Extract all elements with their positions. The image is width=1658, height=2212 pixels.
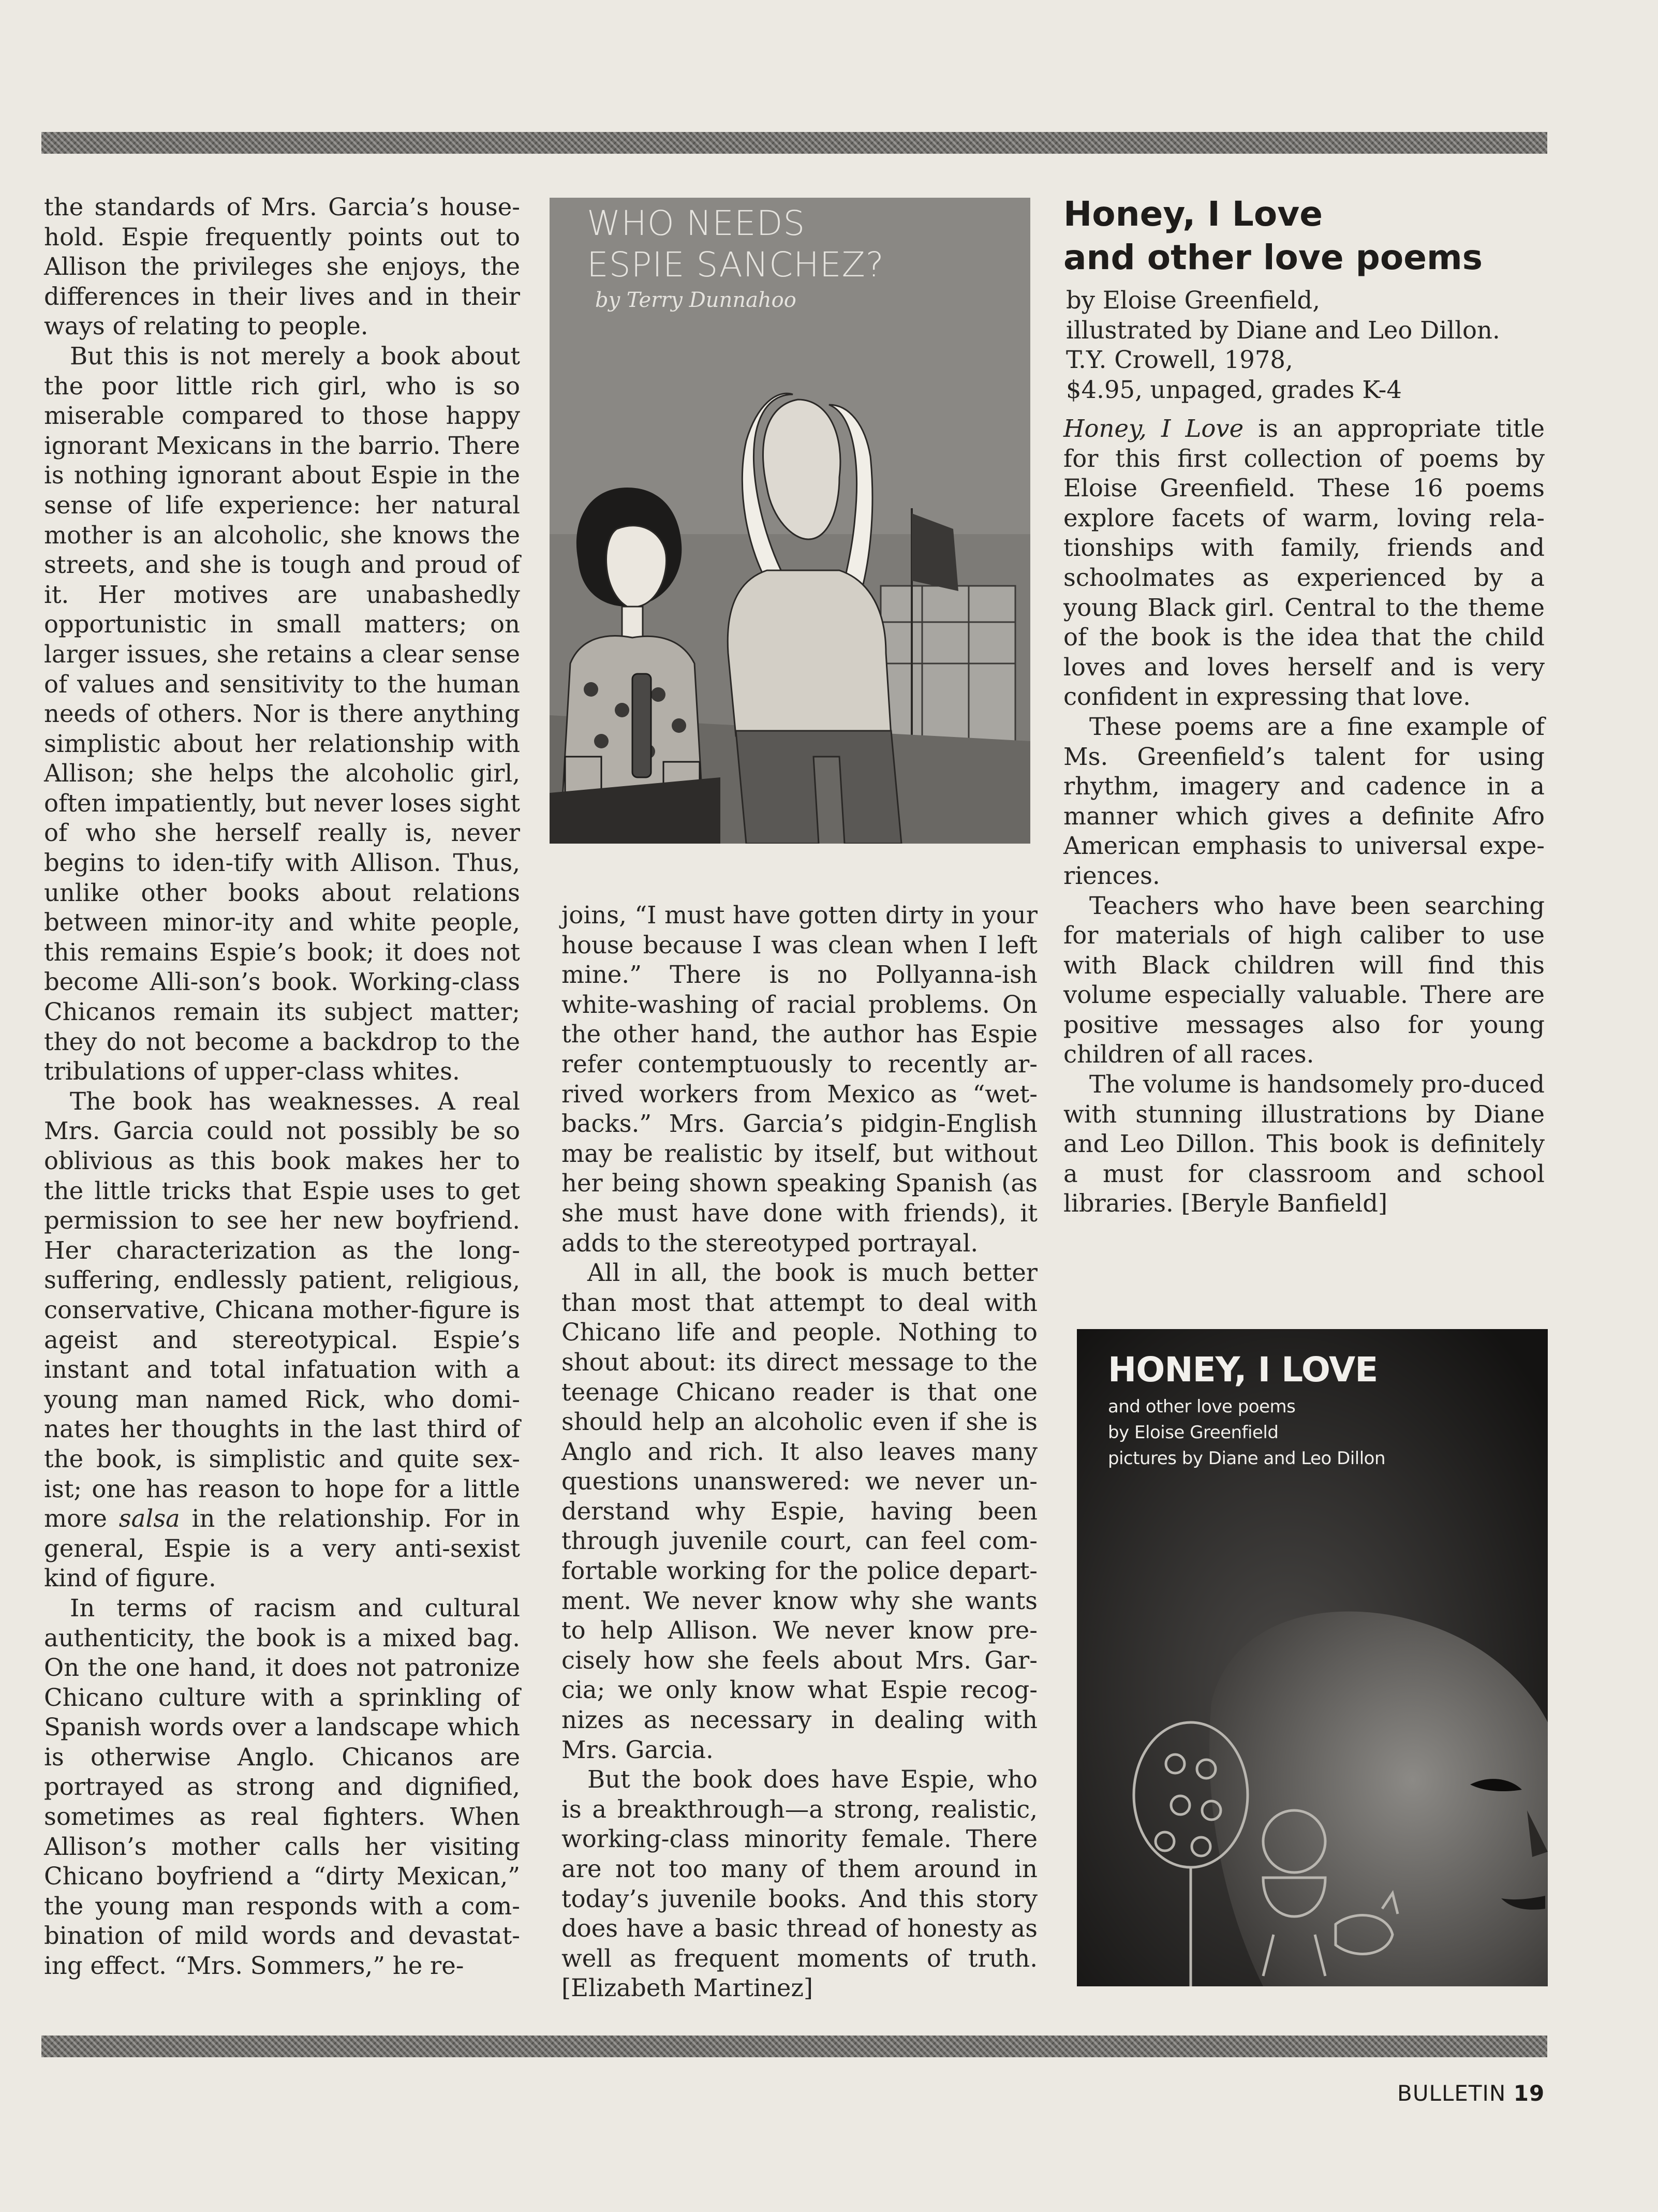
bottom-rule	[41, 2036, 1547, 2057]
page-number: 19	[1513, 2081, 1545, 2106]
col2-paragraph-1: joins, “I must have gotten dirty in your house because I was clean when I left mine.” There is no Pollyanna-ish white-washing of racial problems. On the other hand, the author has Espie refer contemptuously to recently ar-rived workers from Mexico as “wet-backs.” Mrs. Garcia’s pidgin-English may be realistic by itself, but without her being shown speaking Spanish (as she must have done with friends), it adds to the stereotyped portrayal.	[561, 901, 1038, 1257]
cover2-subtitle: and other love poems	[1108, 1396, 1296, 1417]
review-title: Honey, I Love and other love poems	[1063, 194, 1483, 277]
col3-paragraph-4: The volume is handsomely pro-duced with stunning illustrations by Diane and Leo Dillon. This book is definitely a must for classroom and school libraries. [Beryle Banfield]	[1063, 1070, 1545, 1218]
page-footer	[1397, 2081, 1545, 2106]
col1-paragraph-3: The book has weaknesses. A real Mrs. Garcia could not possibly be so oblivious as this book makes her to the little tricks that Espie uses to get permission to see her new boyfriend. Her characterization as the long-suffering, endlessly patient, religious, conservative, Chicana mother-figure is ageist and stereotypical. Espie’s instant and total infatuation with a young man named Rick, who domi-nates her thoughts in the last third of the book, is simplistic and quite sex-ist; one has reason to hope for a little more salsa in the relationship. For in general, Espie is a very anti-sexist kind of figure.	[44, 1087, 521, 1592]
column-3	[1063, 414, 1545, 1219]
cover1-author: by Terry Dunnahoo	[595, 288, 796, 312]
top-rule	[41, 132, 1547, 154]
cover2-illustrators: pictures by Diane and Leo Dillon	[1108, 1448, 1386, 1469]
col1-paragraph-1: the standards of Mrs. Garcia’s house-hold. Espie frequently points out to Allison the privileges she enjoys, the differences in their lives and in their ways of relating to people.	[44, 193, 520, 341]
column-1	[44, 193, 520, 1981]
book-cover-honey-i-love	[1077, 1329, 1548, 1986]
col1-paragraph-4: In terms of racism and cultural authenticity, the book is a mixed bag. On the one hand, it does not patronize Chicano culture with a sprinkling of Spanish words over a landscape which is otherwise Anglo. Chicanos are portrayed as strong and dignified, sometimes as real fighters. When Allison’s mother calls her visiting Chicano boyfriend a “dirty Mexican,” the young man responds with a com-bination of mild words and devastat-ing effect. “Mrs. Sommers,” he re-	[44, 1594, 520, 1980]
footer-label: BULLETIN	[1397, 2081, 1506, 2106]
col2-paragraph-3: But the book does have Espie, who is a breakthrough—a strong, realistic, working-class minority female. There are not too many of them around in today’s juvenile books. And this story does have a basic thread of honesty as well as frequent moments of truth. [Elizabeth Martinez]	[561, 1765, 1038, 2002]
col3-paragraph-2: These poems are a fine example of Ms. Greenfield’s talent for using rhythm, imagery and cadence in a manner which gives a definite Afro American emphasis to universal expe-riences.	[1063, 712, 1545, 890]
cover1-title: WHO NEEDS ESPIE SANCHEZ?	[587, 203, 884, 285]
col3-paragraph-1: Honey, I Love is an appropriate title for this first collection of poems by Eloise Greenfield. These 16 poems explore facets of warm, loving rela-tionships with family, friends and schoolmates as experienced by a young Black girl. Central to the theme of the book is the idea that the child loves and loves herself and is very confident in expressing that love.	[1063, 415, 1545, 711]
book-cover-espie-sanchez	[550, 198, 1030, 844]
column-2	[561, 901, 1038, 2003]
col1-paragraph-2: But this is not merely a book about the poor little rich girl, who is so miserable compared to those happy ignorant Mexicans in the barrio. There is nothing ignorant about Espie in the sense of life experience: her natural mother is an alcoholic, she knows the streets, and she is tough and proud of it. Her motives are unabashedly opportunistic in small matters; on larger issues, she retains a clear sense of values and sensitivity to the human needs of others. Nor is there anything simplistic about her relationship with Allison; she helps the alcoholic girl, often impatiently, but never loses sight of who she herself really is, never begins to iden-tify with Allison. Thus, unlike other books about relations between minor-ity and white people, this remains Espie’s book; it does not become Alli-son’s book. Working-class Chicanos remain its subject matter; they do not become a backdrop to the tribulations of upper-class whites.	[44, 342, 520, 1086]
salsa-italic: salsa	[119, 1505, 180, 1533]
cover2-author: by Eloise Greenfield	[1108, 1422, 1279, 1443]
review-credits: by Eloise Greenfield, illustrated by Diane and Leo Dillon. T.Y. Crowell, 1978, $4.95, unpaged, grades K-4	[1066, 286, 1500, 404]
col2-paragraph-2: All in all, the book is much better than most that attempt to deal with Chicano life and people. Nothing to shout about: its direct message to the teenage Chicano reader is that one should help an alcoholic even if she is Anglo and rich. It also leaves many questions unanswered: we never un-derstand why Espie, having been through juvenile court, can feel com-fortable working for the police depart-ment. We never know why she wants to help Allison. We never know pre-cisely how she feels about Mrs. Gar-cia; we only know what Espie recog-nizes as necessary in dealing with Mrs. Garcia.	[561, 1259, 1038, 1764]
col3-paragraph-3: Teachers who have been searching for materials of high caliber to use with Black children will find this volume especially valuable. There are positive messages also for young children of all races.	[1063, 891, 1545, 1069]
cover2-title: HONEY, I LOVE	[1108, 1350, 1378, 1390]
